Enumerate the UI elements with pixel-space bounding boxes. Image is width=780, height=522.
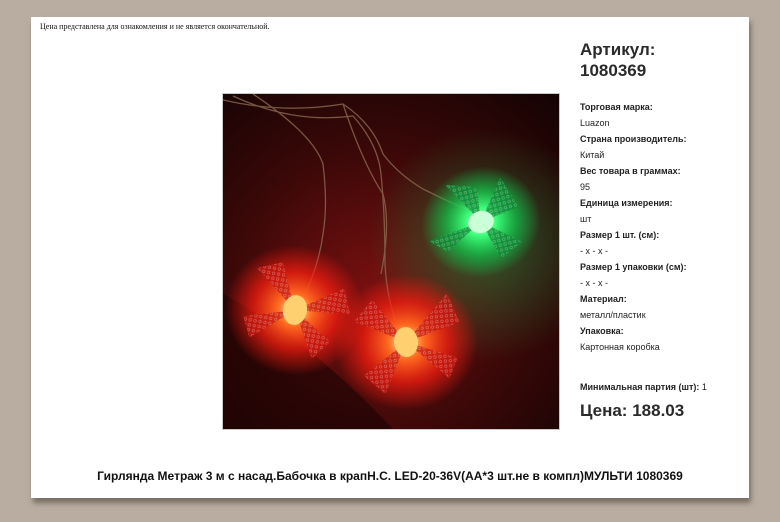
min-batch: [580, 382, 707, 392]
sku-value: 1080369: [580, 61, 647, 80]
packaging-label: Упаковка:: [580, 326, 624, 336]
min-batch-label: Минимальная партия (шт):: [580, 382, 700, 392]
item-size-label: Размер 1 шт. (см):: [580, 230, 660, 240]
price-disclaimer: Цена представлена для ознакомления и не является окончательной.: [40, 22, 270, 31]
weight-label: Вес товара в граммах:: [580, 166, 681, 176]
packaging-value: Картонная коробка: [580, 342, 660, 352]
price-label: Цена:: [580, 401, 628, 420]
properties-list: [580, 99, 740, 355]
weight-value: 95: [580, 182, 591, 192]
product-info-panel: [580, 39, 740, 355]
product-sheet: [31, 17, 749, 498]
item-size-value: - x - x -: [580, 246, 608, 256]
brand-value: Luazon: [580, 118, 610, 128]
country-value: Китай: [580, 150, 605, 160]
product-photo: [222, 93, 560, 430]
sku-block: [580, 39, 740, 81]
min-batch-value: 1: [701, 382, 707, 392]
country-label: Страна производитель:: [580, 134, 687, 144]
unit-label: Единица измерения:: [580, 198, 673, 208]
material-label: Материал:: [580, 294, 627, 304]
sku-label: Артикул:: [580, 40, 656, 59]
price: [580, 401, 684, 421]
material-value: металл/пластик: [580, 310, 646, 320]
unit-value: шт: [580, 214, 592, 224]
brand-label: Торговая марка:: [580, 102, 653, 112]
package-size-label: Размер 1 упаковки (см):: [580, 262, 687, 272]
package-size-value: - x - x -: [580, 278, 608, 288]
price-value: 188.03: [632, 401, 685, 420]
garland-butterfly-image: [223, 94, 559, 429]
product-title: Гирлянда Метраж 3 м с насад.Бабочка в крапН.С. LED-20-36V(АА*3 шт.не в компл)МУЛЬТИ 1080369: [97, 469, 683, 483]
